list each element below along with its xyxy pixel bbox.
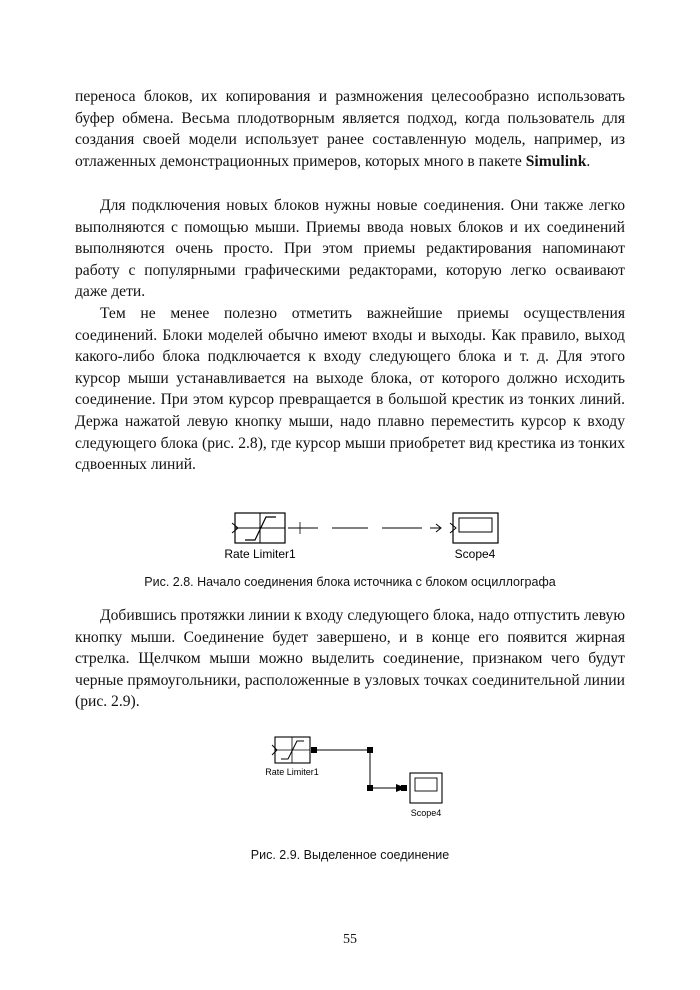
paragraph-1-text: переноса блоков, их копирования и размножения целесообразно использовать буфер обмена. Весьма плодотворным является подход, когда пользователь для создания своей модели использует ранее составленную модель, например, из отлаженных демонстрационных примеров, которых много в пакете [75,88,625,170]
figure-2-8 [200,505,510,565]
figure-2-8-caption: Рис. 2.8. Начало соединения блока источника с блоком осциллографа [144,575,556,589]
scope-label: Scope4 [454,547,496,561]
rate-limiter-block [232,513,285,543]
rate-limiter-label: Rate Limiter1 [224,547,296,561]
scope-label-small: Scope4 [410,808,442,818]
paragraph-4: Добившись протяжки линии к входу следующего блока, надо отпустить левую кнопку мыши. Соединение будет завершено, и в конце его появится жирная стрелка. Щелчком мыши можно выделить соединение, признаком чего будут черные прямоугольники, расположенные в узловых точках соединительной линии (рис. 2.9). [75,607,625,711]
rate-limiter-block-small [272,737,310,763]
paragraph-1 [75,86,625,172]
scope-block-small [410,773,442,803]
simulink-term: Simulink [525,152,587,170]
paragraph-2: Для подключения новых блоков нужны новые соединения. Они также легко выполняются с помощью мыши. Приемы ввода новых блоков и их соединений выполняются очень просто. При этом приемы редактирования напоминают работу с популярными графическими редакторами, которую легко осваивают даже дети. [75,197,625,301]
dashed-connection-line [288,522,441,534]
paragraph-3: Тем не менее полезно отметить важнейшие приемы осуществления соединений. Блоки моделей обычно имеют входы и выходы. Как правило, выход какого-либо блока подключается к входу следующего блока и т. д. Для этого курсор мыши устанавливается на выходе блока, от которого должно исходить соединение. При этом курсор превращается в большой крестик из тонких линий. Держа нажатой левую кнопку мыши, надо плавно переместить курсор к входу следующего блока (рис. 2.8), где курсор мыши приобретет вид крестика из тонких сдвоенных линий. [75,305,625,474]
figure-2-9 [250,730,450,825]
page-number: 55 [343,932,357,947]
paragraph-1-end: . [586,152,591,170]
selected-connection [311,747,407,792]
rate-limiter-label-small: Rate Limiter1 [265,767,319,777]
scope-block [450,513,498,543]
figure-2-9-caption: Рис. 2.9. Выделенное соединение [250,848,450,862]
